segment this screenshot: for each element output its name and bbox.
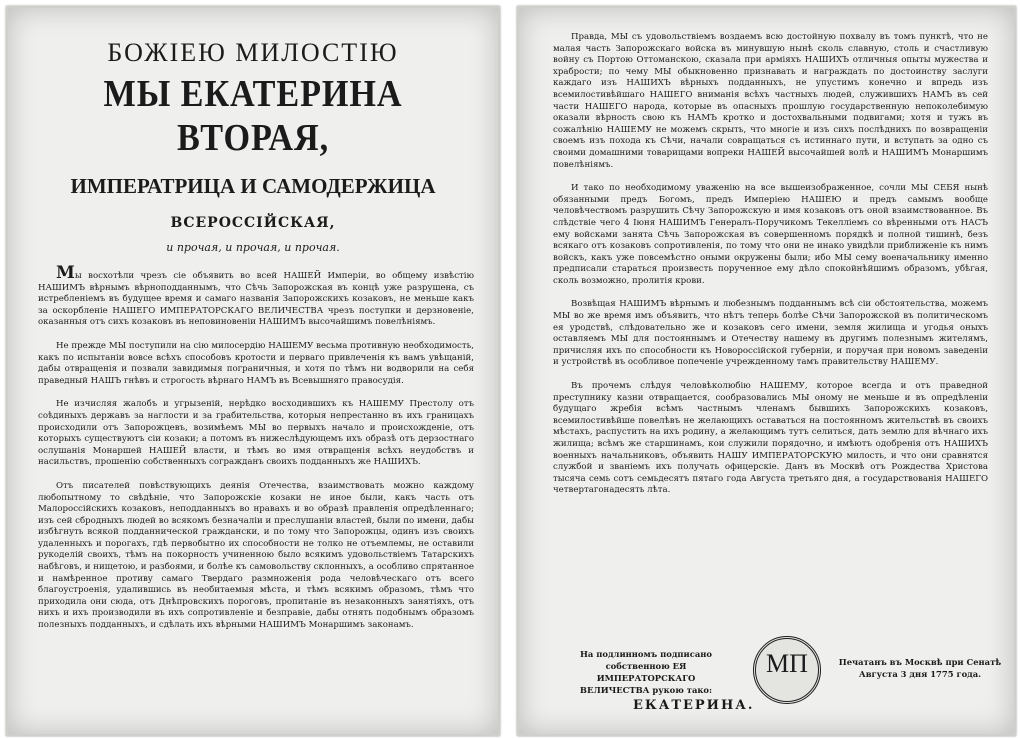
left-paragraph-4: Отъ писателей повѣствующихъ деянія Отечества, взаимствовать можно каждому любопытному то свѣдѣніе, что Запорожскіе козаки не иное были, какъ часть отъ Малороссійскихъ козаковъ, неподданныхъ во нравахъ и во образѣ правленія опредѣленнаго; изъ сей сбродныхъ людей во всякомъ безначаліи и преслушаніи властей, были по имени, дабы избѣгнуть всякой подданнической граждански, и по тому что Запорожцы, одинъ изъ своихъ удаленныхъ и порогахъ, гдѣ первобытно их способности не толко не отъемлемы, не оставили рукоделій своихъ, тѣмъ на покорность учиненною было всякимъ удовольствіемъ Татарскихъ набѣговъ, и нищетою, и разбоями, и болѣе къ самовольству склонныхъ, а особливо спрятанное и намѣренное противу самаго Твердаго размноженія рода человѣческаго отъ всего благоустроенія, удалившись въ необитаемыя мѣста, и тѣмъ всякимъ образомъ, тѣмъ что приходила они сюда, отъ Днѣпровскихъ пороговъ, пропитаніе въ незаконныхъ занятіяхъ, отъ нихъ и ихъ производили въ ихъ сопротивленіе и безправіе, дабы отнять подобнымъ образомъ полезныхъ подданныхъ, и сдѣлать ихъ вѣрными НАШИМЪ Монаршимъ законамъ.	[38, 480, 474, 631]
seal-icon	[753, 636, 821, 704]
heading-all-russian: ВСЕРОССІЙСКАЯ,	[170, 215, 336, 231]
signed-original-note: На подлинномъ подписано собственною ЕЯ ИМПЕРАТОРСКАГО ВЕЛИЧЕСТВА рукою тако:	[579, 649, 713, 695]
right-paragraph-3: Возвѣщая НАШИМЪ вѣрнымъ и любезнымъ подданнымъ всѣ сіи обстоятельства, можемъ МЫ во же время имъ объявить, что нѣтъ теперь болѣе Сѣчи Запорожской въ политическомъ ея уродствѣ, слѣдовательно же и козаковъ сего имени, земля жилища и угодья оныхъ оставляемъ МЫ для постояннымъ и Отечеству нашему въ другимъ полезнымъ жителямъ, причисляя ихъ по способности къ Новороссійской губерніи, и поручая при новомъ заведеніи и устройствѣ въ особливое попеченіе учрежденному тамъ правительству НАШЕМУ.	[553, 299, 988, 368]
heading-catherine-ii: МЫ ЕКАТЕРИНА ВТОРАЯ,	[103, 73, 403, 159]
heading-empress-autocrat: ИМПЕРАТРИЦА И САМОДЕРЖИЦА	[70, 174, 436, 198]
right-paragraph-4: Въ прочемъ слѣдуя человѣколюбію НАШЕМУ, которое всегда и отъ праведной преступнику казни отвращается, сообразовались МЫ оному не меньше и въ опредѣленіи будущаго жребія всѣмъ частнымъ членамъ бывшихъ Запорожскихъ козаковъ, всемилостивѣйше повелѣвъ не желающихъ оставаться на постоянномъ жительствѣ въ своихъ мѣстахъ, распустить на ихъ родину, а желающимъ тутъ селиться, дать землю для вѣчнаго ихъ жилища; всѣмъ же старшинамъ, кои служили порядочно, и имѣютъ одобренія отъ НАШИХЪ военныхъ начальниковъ, объявить НАШУ ИМПЕРАТОРСКУЮ милость, и что они сравнятся службой и званіемъ ихъ получать офицерскіе. Данъ въ Москвѣ отъ Рождества Христова тысяча семь сотъ семьдесятъ пятаго года Августа третьяго дня, а государствованія НАШЕГО четвертагонадесять лѣта.	[553, 381, 988, 496]
manifesto-right-page	[517, 6, 1016, 736]
seal-monogram: МП	[766, 649, 808, 678]
left-paragraph-1-text: ы восхотѣли чрезъ сіе объявить во всей НАШЕЙ Имперіи, во общему извѣстію НАШИМЪ вѣрнымъ вѣрноподданнымъ, что Сѣчь Запорожская въ концѣ уже разрушена, съ истребленіемъ въ будущее время и самаго названія Запорожскихъ козаковъ, не меньше какъ за оскорбленіе НАШЕГО ИМПЕРАТОРСКАГО ВЕЛИЧЕСТВА чрезъ поступки и дерзновеніе, оказанныя отъ сихъ козаковъ въ неповиновеніи НАШИМЪ высочайшимъ повелѣніямъ.	[38, 271, 474, 328]
right-page-body	[519, 32, 1014, 497]
heading-by-grace-of-god: БОЖІЕЮ МИЛОСТІЮ	[107, 38, 399, 67]
right-paragraph-1: Правда, МЫ съ удовольствіемъ воздаемъ всю достойную похвалу въ томъ пунктѣ, что не малая часть Запорожскаго войска въ минувшую нынѣ сколь славную, столь и счастливую войну съ Портою Оттоманскою, сказала при арміяхъ НАШИХЪ отличныя опыты мужества и храбрости; по чему МЫ обыкновенно признавать и награждать по достоинству заслуги каждаго изъ НАШИХЪ вѣрныхъ подданныхъ, не упустимъ конечно и впредь изъ всемилостивѣйшаго НАШЕГО вниманія всѣхъ частныхъ людей, служившихъ НАМЪ въ сей части НАШЕГО народа, которые въ опасныхъ прошлую государственную непоколебимую оказали вѣрность свою къ НАМЪ кротко и достохвальными подвигами; хотя и тужъ въ сожалѣнію НАШЕМУ не можемъ скрыть, что многіе и изъ сихъ послѣднихъ по возвращеніи своемъ изъ похода къ Сѣчи, начали совращаться съ истиннаго пути, и вступать за одно съ своими домашними товарищами вопреки НАШЕЙ высочайшей волѣ и НАШИМЪ Монаршимъ повелѣніямъ.	[553, 32, 988, 170]
manifesto-footer	[553, 636, 1002, 726]
left-paragraph-2: Не прежде МЫ поступили на сію милосердію НАШЕМУ весьма противную необходимость, какъ по испытаніи вовсе всѣхъ способовъ кротости и перваго привлеченія къ вамъ увѣщаній, дабы отвращенія и позвали завидимыя пограничныя, и хотя по тѣмъ ни водворили на себя праведный НАШЪ гнѣвъ и строгость вѣрнаго НАМЪ въ Всевышняго правосудія.	[38, 340, 474, 386]
right-paragraph-2: И тако по необходимому уваженію на все вышеизображенное, сочли МЫ СЕБЯ нынѣ обязанными предъ Богомъ, предъ Имперіею НАШЕЮ и предъ самымъ вообще человѣчествомъ разрушить Сѣчу Запорожскую и имя козаковъ отъ оной взаимствованное. Въ слѣдствіе чего 4 Іюня НАШИМЪ Генералъ-Поручикомъ Текеллiемъ со вѣренными отъ НАСЪ ему войсками занята Сѣчь Запорожская въ совершенномъ порядкѣ и полной тишинѣ, безъ всякаго отъ козаковъ сопротивленія, по тому что они не инако увидѣли приближеніе къ нимъ войскъ, какъ уже повсемѣстно оными окружены были; ибо МЫ сему военачальнику именно предписали стараться произвесть порученное ему дѣло спокойнѣйшимъ образомъ, убѣгая, сколь возможно, пролитія крови.	[553, 183, 988, 286]
signature-ekaterina: ЕКАТЕРИНА.	[633, 698, 755, 713]
left-paragraph-3: Не изчисляя жалобъ и угрызеній, нерѣдко восходившихъ къ НАШЕМУ Престолу отъ соѣдиныхъ державъ за наглости и за грабительства, которыя непрестанно въ ихъ границахъ происходили отъ Запорожцевъ, возимѣемъ МЫ во первыхъ начало и происхожденіе, отъ которыхъ существуютъ сіи козаки; а потомъ въ нижеслѣдующемъ ихъ образѣ отъ дерзостнаго ослушанія Монаршей НАШЕЙ власти, и тѣмъ во имя отвращенія всѣхъ неудобствъ и насильствъ, прошенію собственныхъ согражданъ своихъ подданныхъ же НАШИХЪ.	[38, 399, 474, 468]
heading-etc: и прочая, и прочая, и прочая.	[166, 241, 340, 254]
left-paragraph-1	[38, 263, 474, 329]
drop-cap-letter: М	[56, 263, 75, 283]
left-page-body	[8, 263, 498, 632]
printed-in-moscow-note: Печатанъ въ Москвѣ при Сенатѣ Августа 3 дня 1775 года.	[838, 657, 1002, 679]
manifesto-left-page	[6, 6, 500, 736]
